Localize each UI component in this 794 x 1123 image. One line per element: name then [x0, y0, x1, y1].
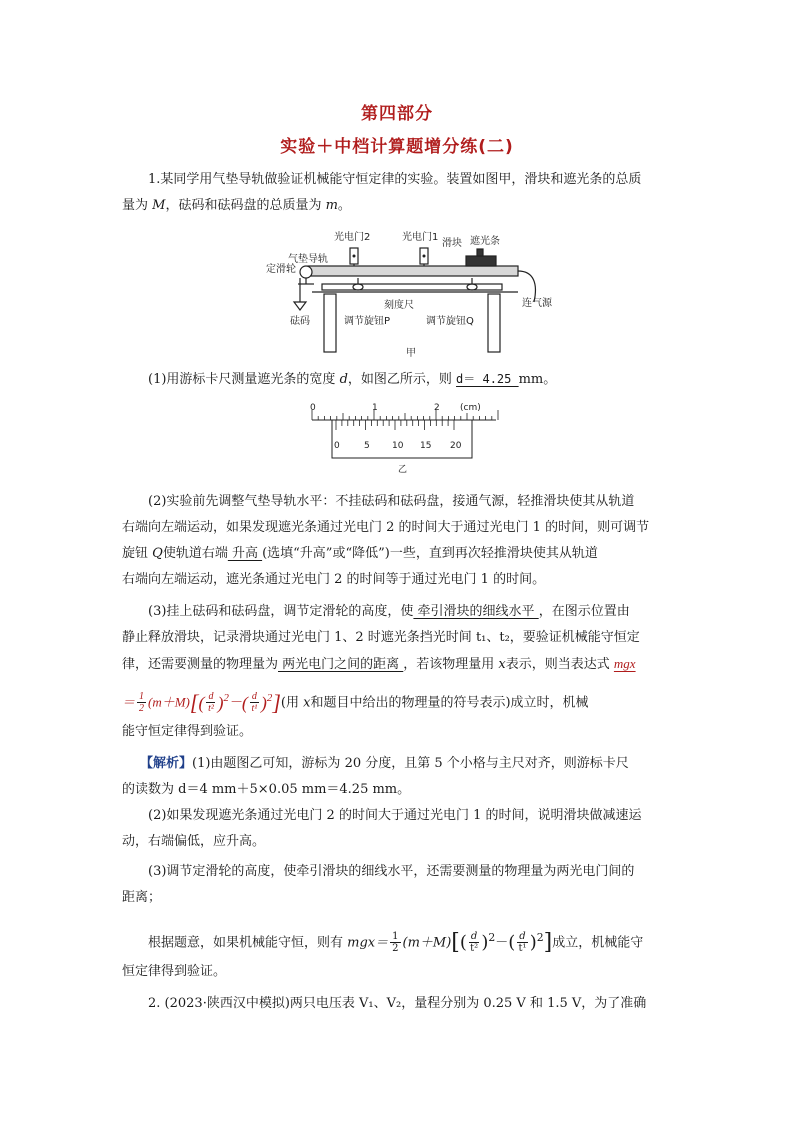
q1-intro-line2: 量为 M，砝码和砝码盘的总质量为 m。: [122, 198, 351, 213]
vernier-label-5: 5: [364, 441, 370, 451]
figure-vernier: [300, 398, 500, 476]
label-gate2: 光电门2: [334, 232, 371, 243]
q1-intro-line1: 1.某同学用气垫导轨做验证机械能守恒定律的实验。装置如图甲，滑块和遮光条的总质: [148, 172, 642, 187]
label-air: 连气源: [522, 298, 552, 309]
label-shade: 遮光条: [470, 236, 500, 247]
label-weights: 砝码: [290, 316, 310, 327]
label-track: 气垫导轨: [288, 254, 328, 265]
q1-part2-line4: 右端向左端运动，遮光条通过光电门 2 的时间等于通过光电门 1 的时间。: [122, 572, 546, 587]
analysis-part3-line2: 距离；: [122, 890, 162, 905]
label-pulley: 定滑轮: [266, 264, 296, 275]
vernier-label-0: 0: [334, 441, 340, 451]
vernier-label-20: 20: [450, 441, 462, 451]
unit-label: (cm): [460, 403, 481, 413]
analysis-part4-line2: 恒定律得到验证。: [122, 964, 227, 979]
q1-part3-line2: 静止释放滑块，记录滑块通过光电门 1、2 时遮光条挡光时间 t₁、t₂，要验证机械能守恒定: [122, 630, 640, 645]
answer-3b: 两光电门之间的距离: [278, 657, 404, 672]
q1-part2-line1: (2)实验前先调整气垫导轨水平：不挂砝码和砝码盘，接通气源，轻推滑块使其从轨道: [148, 494, 635, 509]
main-label-0: 0: [310, 403, 316, 413]
analysis-part1-line2: 的读数为 d＝4 mm＋5×0.05 mm＝4.25 mm。: [122, 782, 411, 797]
analysis-part2-line1: (2)如果发现遮光条通过光电门 2 的时间大于通过光电门 1 的时间，说明滑块做减速运: [148, 808, 642, 823]
analysis-tag: 【解析】: [140, 756, 193, 771]
main-label-2: 2: [434, 403, 440, 413]
q1-part2-line2: 右端向左端运动，如果发现遮光条通过光电门 2 的时间大于通过光电门 1 的时间，则可调节: [122, 520, 650, 535]
q1-part3-line5: 能守恒定律得到验证。: [122, 724, 253, 739]
figure-a-caption: 甲: [406, 348, 416, 359]
answer-3a: 牵引滑块的细线水平: [413, 604, 539, 619]
analysis-part4-line1: 根据题意，如果机械能守恒，则有 mgx＝ $\frac{1}{2}$ (m＋M)[( $\frac{d}{\text{t²}}$ )$^2$－( $\frac{d}{\text{t¹}}$ )$^2$]成立，机械能守: [148, 929, 644, 955]
label-scale: 刻度尺: [384, 300, 414, 311]
vernier-label-10: 10: [392, 441, 404, 451]
figure-air-track: [262, 222, 562, 360]
answer-2: 升高: [227, 546, 263, 561]
section-title: 实验＋中档计算题增分练(二): [280, 137, 514, 157]
vernier-label-15: 15: [420, 441, 432, 451]
q1-part2-line3: 旋钮 Q使轨道右端 升高 (选填“升高”或“降低”)一些，直到再次轻推滑块使其从轨道: [122, 546, 598, 561]
q1-part1: (1)用游标卡尺测量遮光条的宽度 d，如图乙所示，则 d＝ 4.25 mm。: [148, 372, 557, 387]
part-title: 第四部分: [361, 104, 433, 124]
answer-1: d＝ 4.25: [456, 372, 519, 386]
main-label-1: 1: [372, 403, 378, 413]
label-knob-p: 调节旋钮P: [344, 316, 391, 327]
label-slider: 滑块: [442, 238, 462, 249]
q2-intro-line: 2. (2023·陕西汉中模拟)两只电压表 V₁、V₂，量程分别为 0.25 V 和 1.5 V，为了准确: [148, 996, 647, 1011]
q1-part3-line1: (3)挂上砝码和砝码盘，调节定滑轮的高度，使 牵引滑块的细线水平 ，在图示位置由: [148, 604, 630, 619]
label-knob-q: 调节旋钮Q: [426, 316, 474, 327]
analysis-part1-line1: 【解析】(1)由题图乙可知，游标为 20 分度，且第 5 个小格与主尺对齐，则游标卡尺: [140, 756, 629, 771]
q1-part3-formula-line: ＝ $\frac{1}{2}$ (m＋M)[( $\frac{d}{\text{t²}}$ )$^2$－( $\frac{d}{\text{t¹}}$ )$^2$](用 x和题目中给出的物理量的符号表示)成立时，机械: [122, 689, 589, 715]
analysis-part2-line2: 动，右端偏低，应升高。: [122, 834, 266, 849]
q1-part3-line3: 律，还需要测量的物理量为 两光电门之间的距离 ，若该物理量用 x表示，则当表达式 mgx: [122, 656, 636, 672]
figure-b-caption: 乙: [398, 465, 408, 475]
label-gate1: 光电门1: [402, 232, 439, 243]
analysis-part3-line1: (3)调节定滑轮的高度，使牵引滑块的细线水平，还需要测量的物理量为两光电门间的: [148, 864, 635, 879]
